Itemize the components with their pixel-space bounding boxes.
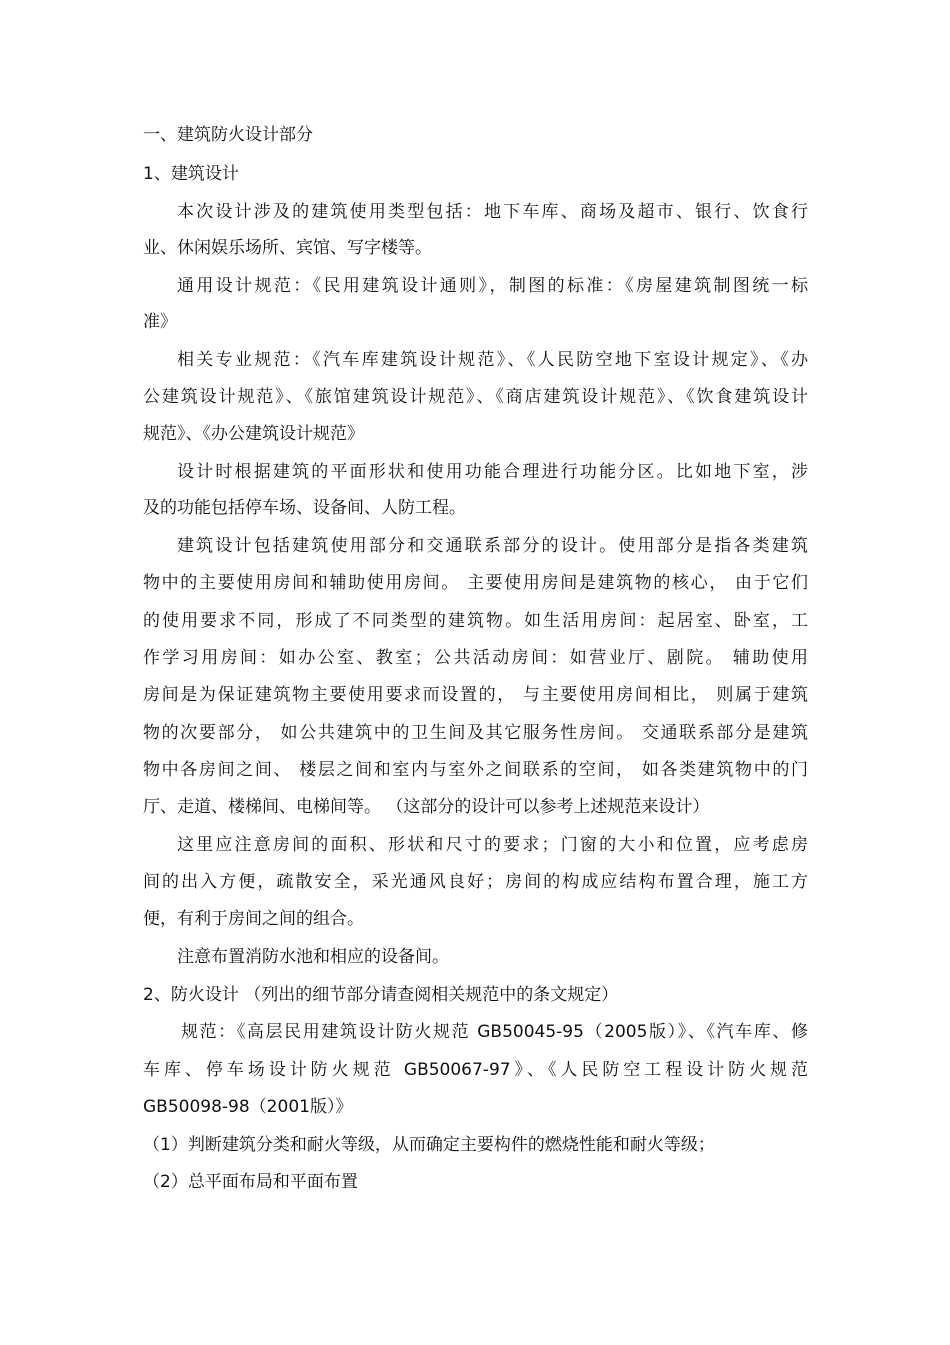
paragraph-line: 业、休闲娱乐场所、宾馆、写字楼等。 xyxy=(143,238,432,258)
paragraph-line: 通用设计规范：《民用建筑设计通则》，制图的标准：《房屋建筑制图统一标 xyxy=(177,276,808,296)
paragraph-line: 公建筑设计规范》、《旅馆建筑设计规范》、《商店建筑设计规范》、《饮食建筑设计 xyxy=(143,387,808,407)
paragraph-line: 这里应注意房间的面积、形状和尺寸的要求；门窗的大小和位置，应考虑房 xyxy=(177,835,808,855)
paragraph-line: 物的次要部分， 如公共建筑中的卫生间及其它服务性房间。 交通联系部分是建筑 xyxy=(143,723,808,743)
paragraph-line: 设计时根据建筑的平面形状和使用功能合理进行功能分区。比如地下室，涉 xyxy=(177,462,808,482)
paragraph-line: 物中各房间之间、 楼层之间和室内与室外之间联系的空间， 如各类建筑物中的门 xyxy=(143,760,808,780)
list-item: （1）判断建筑分类和耐火等级，从而确定主要构件的燃烧性能和耐火等级； xyxy=(143,1135,715,1155)
subsection-heading: 2、防火设计 （列出的细节部分请查阅相关规范中的条文规定） xyxy=(143,985,619,1005)
paragraph-line: 规范：《高层民用建筑设计防火规范 GB50045-95（2005版）》、《汽车库、修 xyxy=(181,1022,808,1042)
paragraph-line: 准》 xyxy=(143,312,177,332)
paragraph-line: 建筑设计包括建筑使用部分和交通联系部分的设计。使用部分是指各类建筑 xyxy=(177,536,808,556)
section-heading: 一、建筑防火设计部分 xyxy=(143,125,313,145)
paragraph-line: 房间是为保证建筑物主要使用要求而设置的， 与主要使用房间相比， 则属于建筑 xyxy=(143,685,808,705)
paragraph-line: 间的出入方便，疏散安全，采光通风良好；房间的构成应结构布置合理，施工方 xyxy=(143,872,808,892)
paragraph-line: 注意布置消防水池和相应的设备间。 xyxy=(177,947,449,967)
paragraph-line: GB50098-98（2001版）》 xyxy=(143,1097,353,1117)
subsection-heading: 1、建筑设计 xyxy=(143,164,239,184)
paragraph-line: 便，有利于房间之间的组合。 xyxy=(143,909,364,929)
paragraph-line: 车库、停车场设计防火规范 GB50067-97》、《人民防空工程设计防火规范 xyxy=(143,1060,808,1080)
paragraph-line: 相关专业规范：《汽车库建筑设计规范》、《人民防空地下室设计规定》、《办 xyxy=(177,350,808,370)
paragraph-line: 厅、走道、楼梯间、电梯间等。 （这部分的设计可以参考上述规范来设计） xyxy=(143,797,710,817)
paragraph-line: 的使用要求不同，形成了不同类型的建筑物。如生活用房间：起居室、卧室，工 xyxy=(143,611,808,631)
paragraph-line: 本次设计涉及的建筑使用类型包括：地下车库、商场及超市、银行、饮食行 xyxy=(177,202,808,222)
paragraph-line: 作学习用房间：如办公室、教室；公共活动房间：如营业厅、剧院。 辅助使用 xyxy=(143,648,808,668)
paragraph-line: 规范》、《办公建筑设计规范》 xyxy=(143,424,364,444)
list-item: （2）总平面布局和平面布置 xyxy=(143,1172,358,1192)
paragraph-line: 物中的主要使用房间和辅助使用房间。 主要使用房间是建筑物的核心， 由于它们 xyxy=(143,573,808,593)
paragraph-line: 及的功能包括停车场、设备间、人防工程。 xyxy=(143,498,466,518)
